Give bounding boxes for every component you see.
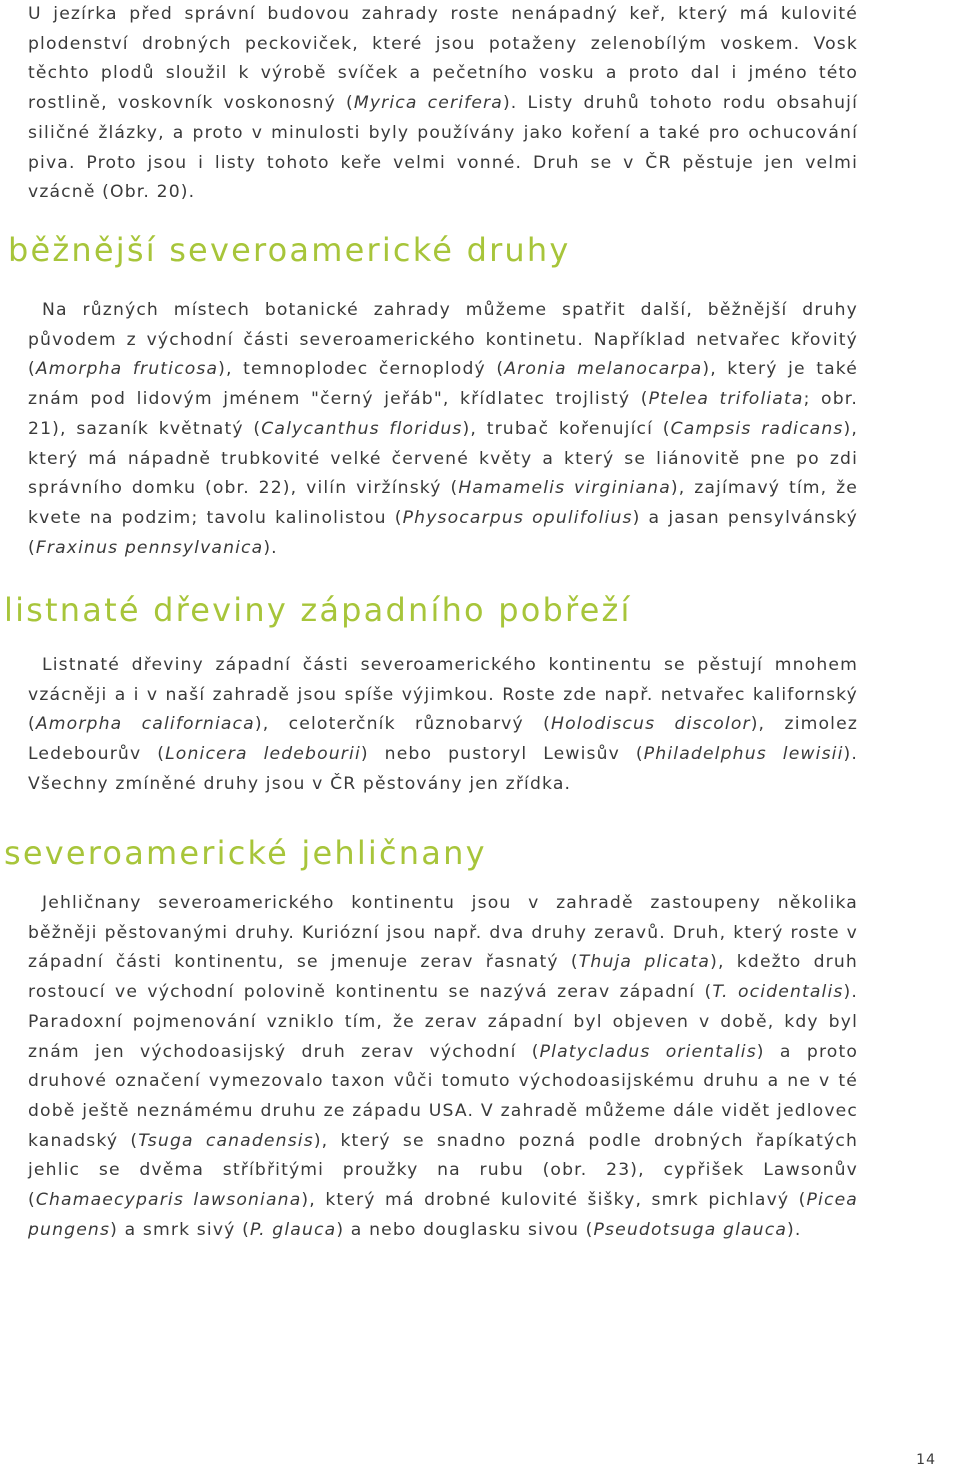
- text-run: ) a nebo douglasku sivou (: [336, 1219, 594, 1240]
- heading-west-coast: listnaté dřeviny západního pobřeží: [4, 591, 632, 629]
- text-run: Listnaté dřeviny západní části severoamerického kontinentu se pěstují mnohem vzácněji a i v naší zahradě jsou spíše výjimkou. Roste zde např. netvařec kalifornský (: [28, 655, 858, 735]
- text-run: ). Všechny zmíněné druhy jsou v ČR pěstovány jen zřídka.: [28, 744, 859, 794]
- species-name: Amorpha fruticosa: [35, 359, 219, 380]
- text-run: ) a smrk sivý (: [110, 1219, 250, 1240]
- text-run: Jehličnany severoamerického kontinentu jsou v zahradě zastoupeny několika běžněji pěstovanými druhy. Kuriózní jsou např. dva druhy zeravů. Druh, který roste v západní části kontinentu, se jmenuje zerav řasnatý (: [28, 893, 858, 973]
- species-name: Picea pungens: [28, 1190, 858, 1240]
- species-name: P. glauca: [249, 1219, 337, 1240]
- conifers-paragraph: [28, 889, 858, 1245]
- text-run: ), který je také znám pod lidovým jménem "černý jeřáb", křídlatec trojlistý (: [28, 359, 858, 410]
- text-run: ), který se snadno pozná podle drobných řapíkatých jehlic se dvěma stříbřitými proužky na rubu (obr. 23), cypřišek Lawsonův (: [28, 1130, 858, 1211]
- intro-paragraph: [28, 0, 858, 208]
- species-name: Fraxinus pennsylvanica: [35, 537, 264, 558]
- common-species-paragraph: [28, 296, 858, 563]
- text-run: ).: [787, 1219, 802, 1240]
- species-name: Ptelea trifoliata: [648, 389, 804, 410]
- text-run: ), který má nápadně trubkovité velké červené květy a který se liánovitě pne po zdi správního domku (obr. 22), vilín viržínský (: [28, 418, 858, 499]
- species-name: Lonicera ledebourii: [165, 744, 361, 765]
- text-run: ), trubač kořenující (: [462, 418, 671, 439]
- species-name: Physocarpus opulifolius: [402, 507, 633, 528]
- text-run: ), který má drobné kulovité šišky, smrk pichlavý (: [301, 1190, 807, 1211]
- species-name: Calycanthus floridus: [261, 418, 463, 439]
- text-run: ), celoterčník různobarvý (: [254, 714, 552, 735]
- species-name: Platycladus orientalis: [539, 1041, 757, 1062]
- species-name: Campsis radicans: [670, 418, 844, 439]
- text-run: ), zajímavý tím, že kvete na podzim; tavolu kalinolistou (: [28, 478, 859, 528]
- text-run: ; obr. 21), sazaník květnatý (: [28, 389, 859, 439]
- species-name: Philadelphus lewisii: [643, 744, 844, 765]
- text-run: ). Paradoxní pojmenování vzniklo tím, že zerav západní byl objeven v době, kdy byl znám jen východoasijský druh zerav východní (: [28, 982, 858, 1062]
- species-name: Myrica cerifera: [353, 93, 503, 114]
- text-run: ).: [263, 537, 278, 558]
- text-run: Na různých místech botanické zahrady můžeme spatřit další, běžnější druhy původem z východní části severoamerického kontinetu. Například netvařec křovitý (: [28, 300, 858, 380]
- text-run: ) a jasan pensylvánský (: [28, 507, 858, 558]
- text-run: ) a proto druhové označení vymezovalo taxon vůči tomuto východoasijskému druhu a ne v té době ještě neznámému druhu ze západu USA. V zahradě můžeme dále vidět jedlovec kanadský (: [28, 1041, 858, 1151]
- species-name: Pseudotsuga glauca: [593, 1219, 787, 1240]
- text-run: ). Listy druhů tohoto rodu obsahují siličné žlázky, a proto v minulosti byly používány jako koření a také pro ochucování piva. Proto jsou i listy tohoto keře velmi vonné. Druh se v ČR pěstuje jen velmi vzácně (Obr. 20).: [28, 93, 858, 203]
- text-run: U jezírka před správní budovou zahrady roste nenápadný keř, který má kulovité plodenství drobných peckoviček, které jsou potaženy zelenobílým voskem. Vosk těchto plodů sloužil k výrobě svíček a pečetního vosku a proto dal i jméno této rostlině, voskovník voskonosný (: [28, 4, 858, 114]
- species-name: Tsuga canadensis: [138, 1130, 314, 1151]
- text-run: ), kdežto druh rostoucí ve východní polovině kontinentu se nazývá zerav západní (: [28, 952, 858, 1003]
- text-run: ), temnoplodec černoplodý (: [218, 359, 505, 380]
- species-name: Aronia melanocarpa: [504, 359, 703, 380]
- species-name: Holodiscus discolor: [551, 714, 751, 735]
- species-name: Chamaecyparis lawsoniana: [35, 1190, 302, 1211]
- species-name: T. ocidentalis: [712, 982, 844, 1003]
- heading-common-species: běžnější severoamerické druhy: [8, 231, 571, 269]
- species-name: Thuja plicata: [578, 952, 711, 973]
- species-name: Hamamelis virginiana: [458, 478, 671, 499]
- west-coast-paragraph: [28, 651, 858, 800]
- text-run: ) nebo pustoryl Lewisův (: [360, 744, 644, 765]
- text-run: ), zimolez Ledebourův (: [28, 714, 859, 765]
- heading-conifers: severoamerické jehličnany: [4, 834, 487, 872]
- species-name: Amorpha californiaca: [35, 714, 255, 735]
- page-number: 14: [916, 1452, 936, 1468]
